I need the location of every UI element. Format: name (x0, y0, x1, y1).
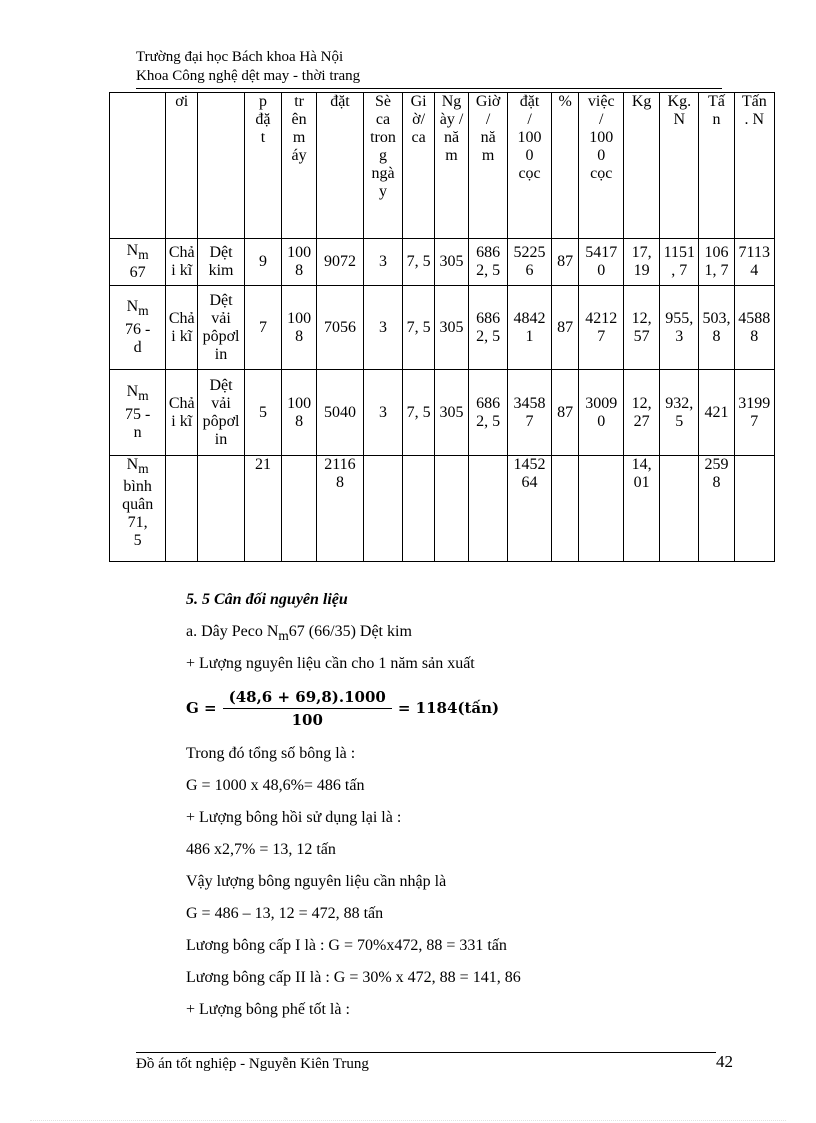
table-cell: tr ên m áy (282, 93, 317, 239)
table-cell (363, 456, 402, 562)
table-cell: 9072 (317, 239, 364, 286)
table-cell: 7, 5 (403, 239, 435, 286)
table-cell: Chả i kĩ (166, 239, 198, 286)
table-cell: Gi ờ/ ca (403, 93, 435, 239)
table-cell (403, 456, 435, 562)
page-number: 42 (716, 1052, 733, 1071)
table-cell: 87 (551, 286, 579, 370)
text-line: Vậy lượng bông nguyên liệu cần nhập là (186, 873, 447, 890)
table-cell: 100 8 (282, 239, 317, 286)
table-cell: 14, 01 (624, 456, 660, 562)
page-header (136, 48, 360, 86)
table-cell (198, 93, 245, 239)
table-cell: Tấ n (699, 93, 734, 239)
table-cell: 4212 7 (579, 286, 624, 370)
table-cell: 305 (435, 239, 469, 286)
text-line: Lương bông cấp I là : G = 70%x472, 88 = 331 tấn (186, 937, 507, 954)
text-line: Lương bông cấp II là : G = 30% x 472, 88 = 141, 86 (186, 969, 521, 986)
table-cell (551, 456, 579, 562)
table-row (110, 239, 775, 286)
table-cell: 4842 1 (508, 286, 552, 370)
formula-numerator: (48,6 + 69,8).1000 (223, 688, 392, 709)
table-cell: 305 (435, 286, 469, 370)
subscript: m (138, 461, 149, 477)
table-header-row (110, 93, 775, 239)
footer-text: Đồ án tốt nghiệp - Nguyễn Kiên Trung (136, 1056, 369, 1072)
table-cell: 87 (551, 370, 579, 456)
university-name: Trường đại học Bách khoa Hà Nội (136, 49, 344, 65)
table-cell: Kg (624, 93, 660, 239)
body-content (186, 590, 521, 1032)
footer-divider (136, 1052, 716, 1053)
table-cell: 9 (244, 239, 281, 286)
table-row (110, 286, 775, 370)
formula (186, 686, 521, 730)
table-cell: Sè ca tron g ngà y (363, 93, 402, 239)
table-row (110, 370, 775, 456)
formula-rhs: = 1184(tấn) (397, 699, 500, 717)
formula-denominator: 100 (291, 710, 323, 729)
table-cell (660, 456, 699, 562)
table-cell: 106 1, 7 (699, 239, 734, 286)
table-cell (435, 456, 469, 562)
table-cell: Tấn . N (734, 93, 775, 239)
table-cell: 1452 64 (508, 456, 552, 562)
table-cell: $N_m$ 67 (110, 239, 166, 286)
table-cell: 12, 27 (624, 370, 660, 456)
table-cell: 5040 (317, 370, 364, 456)
table-cell (579, 456, 624, 562)
formula-lhs: G = (186, 699, 217, 717)
table-cell: đặt (317, 93, 364, 239)
item-b: + Lượng nguyên liệu cần cho 1 năm sản xuất (186, 655, 475, 672)
table-cell: Dệt vải pôpơl in (198, 286, 245, 370)
table-cell: 3 (363, 239, 402, 286)
subscript: m (138, 388, 149, 404)
section-heading: 5. 5 Cân đối nguyên liệu (186, 591, 348, 608)
table-cell: 5417 0 (579, 239, 624, 286)
table-cell: 100 8 (282, 286, 317, 370)
table-cell (468, 456, 507, 562)
subscript: m (138, 303, 149, 319)
table-cell: 7, 5 (403, 370, 435, 456)
table-cell: đặt / 100 0 cọc (508, 93, 552, 239)
table-summary-row (110, 456, 775, 562)
table-cell: Dệt vải pôpơl in (198, 370, 245, 456)
table-cell: Giờ / nă m (468, 93, 507, 239)
table-cell (198, 456, 245, 562)
page-bottom-divider (30, 1120, 786, 1121)
table-cell: Chả i kĩ (166, 370, 198, 456)
table-cell: 7056 (317, 286, 364, 370)
table-cell: 7113 4 (734, 239, 775, 286)
faculty-name: Khoa Công nghệ dệt may - thời trang (136, 68, 361, 84)
text-line: 486 x2,7% = 13, 12 tấn (186, 841, 336, 858)
production-table (109, 92, 775, 562)
table-cell: 932, 5 (660, 370, 699, 456)
table-cell: 12, 57 (624, 286, 660, 370)
table-cell (166, 456, 198, 562)
text-line: Trong đó tổng số bông là : (186, 745, 356, 762)
table-cell: 5 (244, 370, 281, 456)
header-divider (136, 88, 722, 89)
table-cell: 100 8 (282, 370, 317, 456)
table-cell: việc / 100 0 cọc (579, 93, 624, 239)
table-cell: $N_m$ 75 - n (110, 370, 166, 456)
table-cell: 259 8 (699, 456, 734, 562)
table-cell: Chả i kĩ (166, 286, 198, 370)
table-cell: $N_m$ 76 - d (110, 286, 166, 370)
table-cell: 503, 8 (699, 286, 734, 370)
table-cell (110, 93, 166, 239)
table-cell: 87 (551, 239, 579, 286)
table-cell: 4588 8 (734, 286, 775, 370)
table-cell: 2116 8 (317, 456, 364, 562)
text-line: + Lượng bông hồi sử dụng lại là : (186, 809, 402, 826)
table-cell: Ng ày / nă m (435, 93, 469, 239)
table-cell: 686 2, 5 (468, 239, 507, 286)
table-cell: 686 2, 5 (468, 370, 507, 456)
table-cell: p đặ t (244, 93, 281, 239)
text-line: G = 1000 x 48,6%= 486 tấn (186, 777, 365, 794)
table-cell: 421 (699, 370, 734, 456)
text-line: G = 486 – 13, 12 = 472, 88 tấn (186, 905, 384, 922)
table-cell (734, 456, 775, 562)
table-cell: 3458 7 (508, 370, 552, 456)
table-cell: 3 (363, 370, 402, 456)
table-cell: 7, 5 (403, 286, 435, 370)
table-cell: $N_m$ bình quân 71, 5 (110, 456, 166, 562)
table-cell: 3199 7 (734, 370, 775, 456)
table-cell: 21 (244, 456, 281, 562)
table-cell: 1151 , 7 (660, 239, 699, 286)
table-cell: 3009 0 (579, 370, 624, 456)
table-cell: ơi (166, 93, 198, 239)
table-cell (282, 456, 317, 562)
table-cell: 955, 3 (660, 286, 699, 370)
table-cell: Kg. N (660, 93, 699, 239)
item-a: a. Dây Peco $N_m67$ (66/35) Dệt kim (186, 623, 412, 644)
table-cell: Dệt kim (198, 239, 245, 286)
text-line: + Lượng bông phế tốt là : (186, 1001, 350, 1018)
table-cell: 17, 19 (624, 239, 660, 286)
table-cell: 3 (363, 286, 402, 370)
table-cell: % (551, 93, 579, 239)
formula-fraction (223, 688, 392, 729)
subscript: m (138, 247, 149, 263)
table-cell: 5225 6 (508, 239, 552, 286)
table-cell: 686 2, 5 (468, 286, 507, 370)
table-cell: 305 (435, 370, 469, 456)
table-cell: 7 (244, 286, 281, 370)
